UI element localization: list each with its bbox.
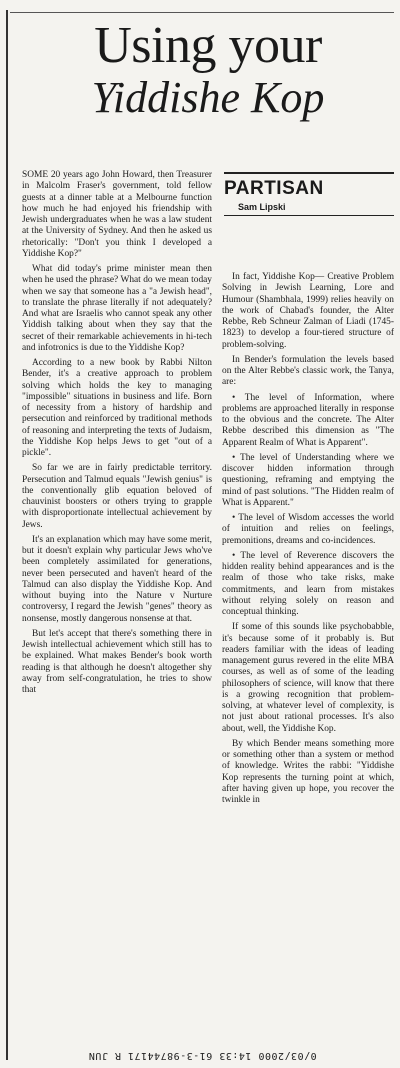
top-rule <box>10 12 394 13</box>
headline-line-1: Using your <box>94 17 322 74</box>
badge-bottom-rule <box>224 215 394 216</box>
article-column-left <box>22 170 212 700</box>
fax-header-line: 0/03/2000 14:33 61-3-98744171 R JUN <box>88 1050 317 1061</box>
paragraph: If some of this sounds like psychobabble, it's because some of it probably is. But readers familiar with the ideas of leading management gurus revered in the elite MBA courses, as well as of some of the leading philosophers of science, will know that there is a growing recognition that problem-solving, at whatever level of complexity, is not just about rational processes. It's also about, well, the Yiddishe Kop. <box>222 622 394 734</box>
paragraph: According to a new book by Rabbi Nilton Bender, it's a creative approach to problem solving which holds the key to managing "impossible" situations in business and life. Born of necessity from a history of hardship and persecution and reinforced by traditional methods of reasoning and interpreting the texts of Judaism, the Yiddishe Kop helps Jews to get "out of a pickle". <box>22 358 212 458</box>
article-column-right <box>222 272 394 810</box>
left-margin-rule <box>6 10 8 1060</box>
headline-line-2: Yiddishe Kop <box>91 73 325 122</box>
paragraph: What did today's prime minister mean then when he used the phrase? What do we mean today when we say that someone has a "a Jewish head", to translate the phrase literally if not adequately? And what are Israelis who cannot speak any other Yiddish talking about when they say that the secret of their remarkable achievements in hi-tech and infotronics is due to the Yiddishe Kop? <box>22 264 212 353</box>
headline <box>22 17 394 122</box>
paragraph: In fact, Yiddishe Kop— Creative Problem Solving in Jewish Learning, Lore and Humour (Shambhala, 1999) relies heavily on the work of Chabad's founder, the Alter Rebbe, Reb Schneur Zalman of Liadi (1745-1823) to develop a four-tiered structure of problem-solving. <box>222 272 394 350</box>
paragraph: • The level of Wisdom accesses the world of intuition and relies on feelings, premonitions, dreams and co-incidences. <box>222 513 394 546</box>
column-badge <box>224 172 394 216</box>
paragraph: SOME 20 years ago John Howard, then Treasurer in Malcolm Fraser's government, told fellow guests at a dinner table at a Melbourne function how much he had enjoyed his friendship with Jewish undergraduates when he was a law student at the University of Sydney. And then he asked us rhetorically: "Don't you think I developed a Yiddishe Kop?" <box>22 170 212 259</box>
byline: Sam Lipski <box>238 202 286 212</box>
paragraph: In Bender's formulation the levels based on the Alter Rebbe's classic work, the Tanya, are: <box>222 354 394 388</box>
paragraph: But let's accept that there's something there in Jewish intellectual achievement which still has to be explained. What makes Bender's book worth reading is that although he doesn't altogether shy away from self-congratulation, he tries to show that <box>22 628 212 695</box>
paragraph: So far we are in fairly predictable territory. Persecution and Talmud equals "Jewish genius" is the conventionally glib equation beloved of chauvinist boosters or others trying to grapple with disproportionate intellectual achievement by Jews. <box>22 463 212 530</box>
paragraph: • The level of Understanding where we discover hidden information through questioning, reframing and emptying the mind of past solutions. "The Hidden realm of What is Apparent." <box>222 452 394 508</box>
paragraph: • The level of Reverence discovers the hidden reality behind appearances and is the realm of those who take risks, make commitments, and learn from mistakes without relying solely on reason and conceptual thinking. <box>222 550 394 617</box>
paragraph: • The level of Information, where problems are approached literally in response to the obvious and the concrete. The Alter Rebbe described this dimension as "The Apparent Realm of What is Apparent". <box>222 392 394 448</box>
badge-top-rule <box>224 172 394 174</box>
paragraph: By which Bender means something more or something other than a system or method of knowledge. Writes the rabbi: "Yiddishe Kop represents the turning point at which, after having given up hope, you recover the twinkle in <box>222 738 394 805</box>
column-title: PARTISAN <box>224 178 324 199</box>
paragraph: It's an explanation which may have some merit, but it doesn't explain why particular Jews who've been completely assimilated for generations, never been persecuted and haven't heard of the Talmud can also display the Yiddishe Kop. And without buying into the Nature v Nurture controversy, I regard the Jewish "genes" theory as nonsense, mostly dangerous nonsense at that. <box>22 534 212 624</box>
